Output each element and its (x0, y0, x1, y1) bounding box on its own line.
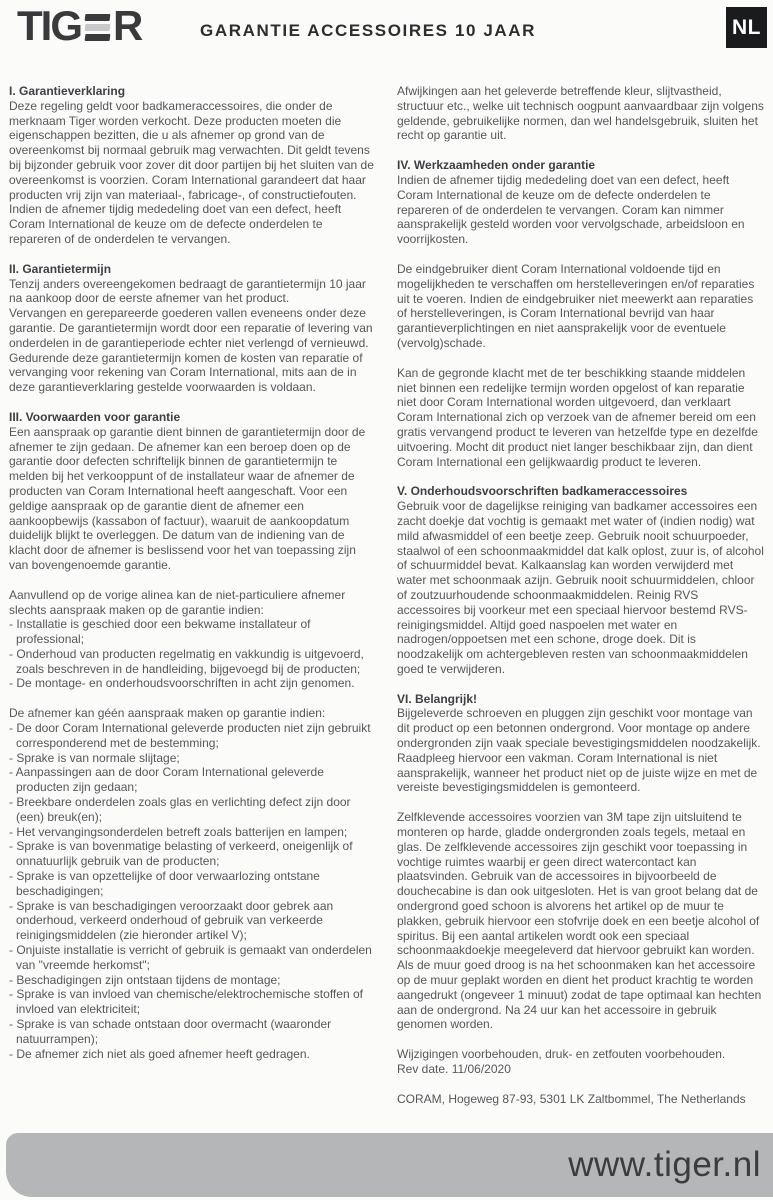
paragraph: Vervangen en gerepareerde goederen vallen eveneens onder deze garantie. De garantietermijn wordt door een reparatie of levering van onderdelen in de garantieperiode echter niet verlengd of vernieuwd. (9, 306, 373, 350)
text-block (397, 484, 764, 676)
footer-bar (6, 1133, 773, 1197)
text-block (9, 410, 376, 573)
left-column (9, 84, 376, 1130)
tiger-logo (17, 2, 142, 49)
text-block (397, 692, 764, 796)
document-header (0, 0, 773, 60)
paragraph: Bijgeleverde schroeven en pluggen zijn geschikt voor montage van dit product op een betonnen ondergrond. Voor montage op andere ondergronden zijn vaak speciale bevestigingsmiddelen noodzakelijk. Raadpleeg hiervoor een vakman. Coram International is niet aansprakelijk, wanneer het product niet op de juiste wijze en met de vereiste bevestigingsmiddelen is gemonteerd. (397, 706, 761, 795)
paragraph: Deze regeling geldt voor badkameraccessoires, die onder de merknaam Tiger worden verkocht. Deze producten moeten die eigenschappen bezitten, die u als afnemer op grond van de overeenkomst bij normaal gebruik mag verwachten. Dit geldt tevens bij bijzonder gebruik voor zover dit door partijen bij het sluiten van de overeenkomst is voorzien. Coram International garandeert dat haar producten vrij zijn van materiaal-, fabricage-, of constructiefouten. Indien de afnemer tijdig mededeling doet van een defect, heeft Coram International de keuze om de defecte onderdelen te repareren of de onderdelen te vervangen. (9, 98, 374, 246)
paragraph: De eindgebruiker dient Coram International voldoende tijd en mogelijkheden te verschaffen om herstelleveringen en/of reparaties uit te voeren. Indien de eindgebruiker niet meewerkt aan reparaties of herstelleveringen, is Coram International bevrijd van haar garantieverplichtingen en niet aansprakelijk voor de eventuele (vervolg)schade. (397, 261, 755, 350)
paragraph: Zelfklevende accessoires voorzien van 3M tape zijn uitsluitend te monteren op harde, gladde ondergronden zoals tegels, metaal en glas. De zelfklevende accessoires zijn geschikt voor toepassing in vochtige ruimtes waarbij er geen direct watercontact kan plaatsvinden. Gebruik van de accessoires in bijvoorbeeld de douchecabine is dan ook uitgesloten. Het is van groot belang dat de ondergrond goed schoon is alvorens het artikel op de muur te plakken, gebruik hiervoor een stofvrije doek en een beetje alcohol of spiritus. Bij een aantal artikelen wordt ook een speciaal schoonmaakdoekje meegeleverd dat hiervoor gebruikt kan worden. Als de muur goed droog is na het schoonmaken kan het accessoire op de muur geplakt worden en dient het product krachtig te worden aangedrukt (ongeveer 1 minuut) zodat de tape optimaal kan hechten aan de ondergrond. Na 24 uur kan het accessoire in gebruik genomen worden. (397, 810, 762, 1032)
text-block (397, 84, 764, 143)
text-block (397, 810, 764, 1032)
text-block (397, 158, 764, 247)
list-item: - De door Coram International geleverde producten niet zijn gebruikt corresponderend met de bestemming; (9, 721, 371, 750)
paragraph: Afwijkingen aan het geleverde betreffende kleur, slijtvastheid, structuur etc., welke uit technisch oogpunt aanvaardbaar zijn volgens geldende, gebruikelijke normen, dan wel handelsgebruik, sluiten het recht op garantie uit. (397, 84, 764, 143)
list-item: - Beschadigingen zijn ontstaan tijdens de montage; (9, 972, 281, 987)
list-item: - Onderhoud van producten regelmatig en vakkundig is uitgevoerd, zoals beschreven in de handleiding, bijgevoegd bij de producten; (9, 646, 364, 676)
paragraph: Kan de gegronde klacht met de ter beschikking staande middelen niet binnen een redelijke termijn worden opgelost of kan reparatie niet door Coram International worden uitgevoerd, dan verklaart Coram International zich op verzoek van de afnemer bereid om een gratis vervangend product te leveren van hetzelfde type en dezelfde uitvoering. Mocht dit product niet langer beschikbaar zijn, dan dient Coram International een gelijkwaardig product te leveren. (397, 365, 758, 469)
paragraph: Tenzij anders overeengekomen bedraagt de garantietermijn 10 jaar na aankoop door de eerste afnemer van het product. (9, 276, 366, 306)
text-block (9, 706, 376, 1061)
text-block (9, 588, 376, 692)
section-heading: III. Voorwaarden voor garantie (9, 409, 181, 424)
list-item: - Sprake is van schade ontstaan door overmacht (waaronder natuurrampen); (9, 1017, 332, 1046)
paragraph: Gebruik voor de dagelijkse reiniging van badkamer accessoires een zacht doekje dat vochtig is gemaakt met water of (indien nodig) wat mild afwasmiddel of een beetje zeep. Gebruik nooit schuurpoeder, staalwol of een schoonmaakmiddel dat kalk oplost, zuur is, of alcohol of schuurmiddel bevat. Kalkaanslag kan worden verwijderd met water met schoonmaak azijn. Gebruik nooit schuurmiddelen, chloor of zoutzuurhoudende schoonmaakmiddelen. Reinig RVS accessoires bij voorkeur met een speciaal hiervoor bestemd RVS-reinigingsmiddel. Altijd goed naspoelen met water en nadrogen/oppoetsen met een schone, droge doek. Dit is noodzakelijk om achtergebleven resten van schoonmaakmiddelen goed te verwijderen. (397, 499, 764, 676)
list-item: - Sprake is van beschadigingen veroorzaakt door gebrek aan onderhoud, verkeerd onderhoud of gebruik van verkeerde reinigingsmiddelen (zie hieronder artikel V); (9, 898, 334, 943)
tiger-logo-text-right: R (113, 2, 142, 49)
paragraph: Een aanspraak op garantie dient binnen de garantietermijn door de afnemer te zijn gedaan. De afnemer kan een beroep doen op de garantie door defecten schriftelijk binnen de garantietermijn te melden bij het verkooppunt of de installateur waar de afnemer de producten van Coram International heeft aangeschaft. Voor een geldige aanspraak op de garantie dient de afnemer een aankoopbewijs (kassabon of factuur), waaruit de aankoopdatum duidelijk blijkt te overleggen. De datum van de indiening van de klacht door de afnemer is beslissend voor het van toepassing zijn van bovengenoemde garantie. (9, 424, 366, 572)
language-badge: NL (726, 7, 767, 48)
list-item: - De montage- en onderhoudsvoorschriften in acht zijn genomen. (9, 676, 355, 691)
paragraph: Aanvullend op de vorige alinea kan de niet-particuliere afnemer slechts aanspraak maken op de garantie indien: (9, 587, 346, 617)
list-item: - Sprake is van bovenmatige belasting of verkeerd, oneigenlijk of onnatuurlijk gebruik van de producten; (9, 839, 353, 869)
document-body (0, 84, 773, 1130)
tiger-logo-e-bars-icon (85, 14, 110, 41)
text-block (397, 366, 764, 470)
tiger-logo-text-left: TIG (17, 2, 81, 49)
list-item: - Installatie is geschied door een bekwame installateur of professional; (9, 617, 311, 647)
paragraph: De afnemer kan géén aanspraak maken op garantie indien: (9, 706, 326, 721)
page-title: GARANTIE ACCESSOIRES 10 JAAR (200, 21, 537, 40)
section-heading: II. Garantietermijn (9, 261, 112, 276)
text-block (397, 262, 764, 351)
text-block (397, 1047, 764, 1077)
list-item: - Sprake is van normale slijtage; (9, 750, 180, 765)
paragraph: Indien de afnemer tijdig mededeling doet van een defect, heeft Coram International de keuze om de defecte onderdelen te repareren of de onderdelen te vervangen. Coram kan nimmer aansprakelijk gesteld worden voor vervolgschade, arbeidsloon en voorrijkosten. (397, 172, 745, 247)
right-column (397, 84, 764, 1130)
section-heading: IV. Werkzaamheden onder garantie (397, 158, 596, 173)
section-heading: VI. Belangrijk! (397, 691, 478, 706)
text-block (9, 84, 376, 247)
section-heading: V. Onderhoudsvoorschriften badkameraccessoires (397, 484, 688, 499)
section-heading: I. Garantieverklaring (9, 84, 126, 98)
list-item: - Sprake is van invloed van chemische/elektrochemische stoffen of invloed van elektriciteit; (9, 987, 363, 1017)
list-item: - Onjuiste installatie is verricht of gebruik is gemaakt van onderdelen van "vreemde herkomst"; (9, 943, 372, 972)
text-block (9, 262, 376, 395)
paragraph: CORAM, Hogeweg 87-93, 5301 LK Zaltbommel, The Netherlands (397, 1091, 746, 1106)
list-item: - Aanpassingen aan de door Coram International geleverde producten zijn gedaan; (9, 765, 324, 795)
list-item: - Het vervangingsonderdelen betreft zoals batterijen en lampen; (9, 824, 348, 839)
paragraph: Rev date. 11/06/2020 (397, 1062, 511, 1077)
list-item: - Sprake is van opzettelijke of door verwaarlozing ontstane beschadigingen; (9, 869, 320, 898)
paragraph: Wijzigingen voorbehouden, druk- en zetfouten voorbehouden. (397, 1047, 726, 1062)
list-item: - De afnemer zich niet als goed afnemer heeft gedragen. (9, 1046, 310, 1061)
paragraph: Gedurende deze garantietermijn komen de kosten van reparatie of vervanging voor rekening van Coram International, mits aan de in deze garantieverklaring gestelde voorwaarden is voldaan. (9, 350, 363, 395)
website-url: www.tiger.nl (568, 1145, 761, 1184)
list-item: - Breekbare onderdelen zoals glas en verlichting defect zijn door (een) breuk(en); (9, 795, 351, 824)
text-block (397, 1092, 764, 1107)
